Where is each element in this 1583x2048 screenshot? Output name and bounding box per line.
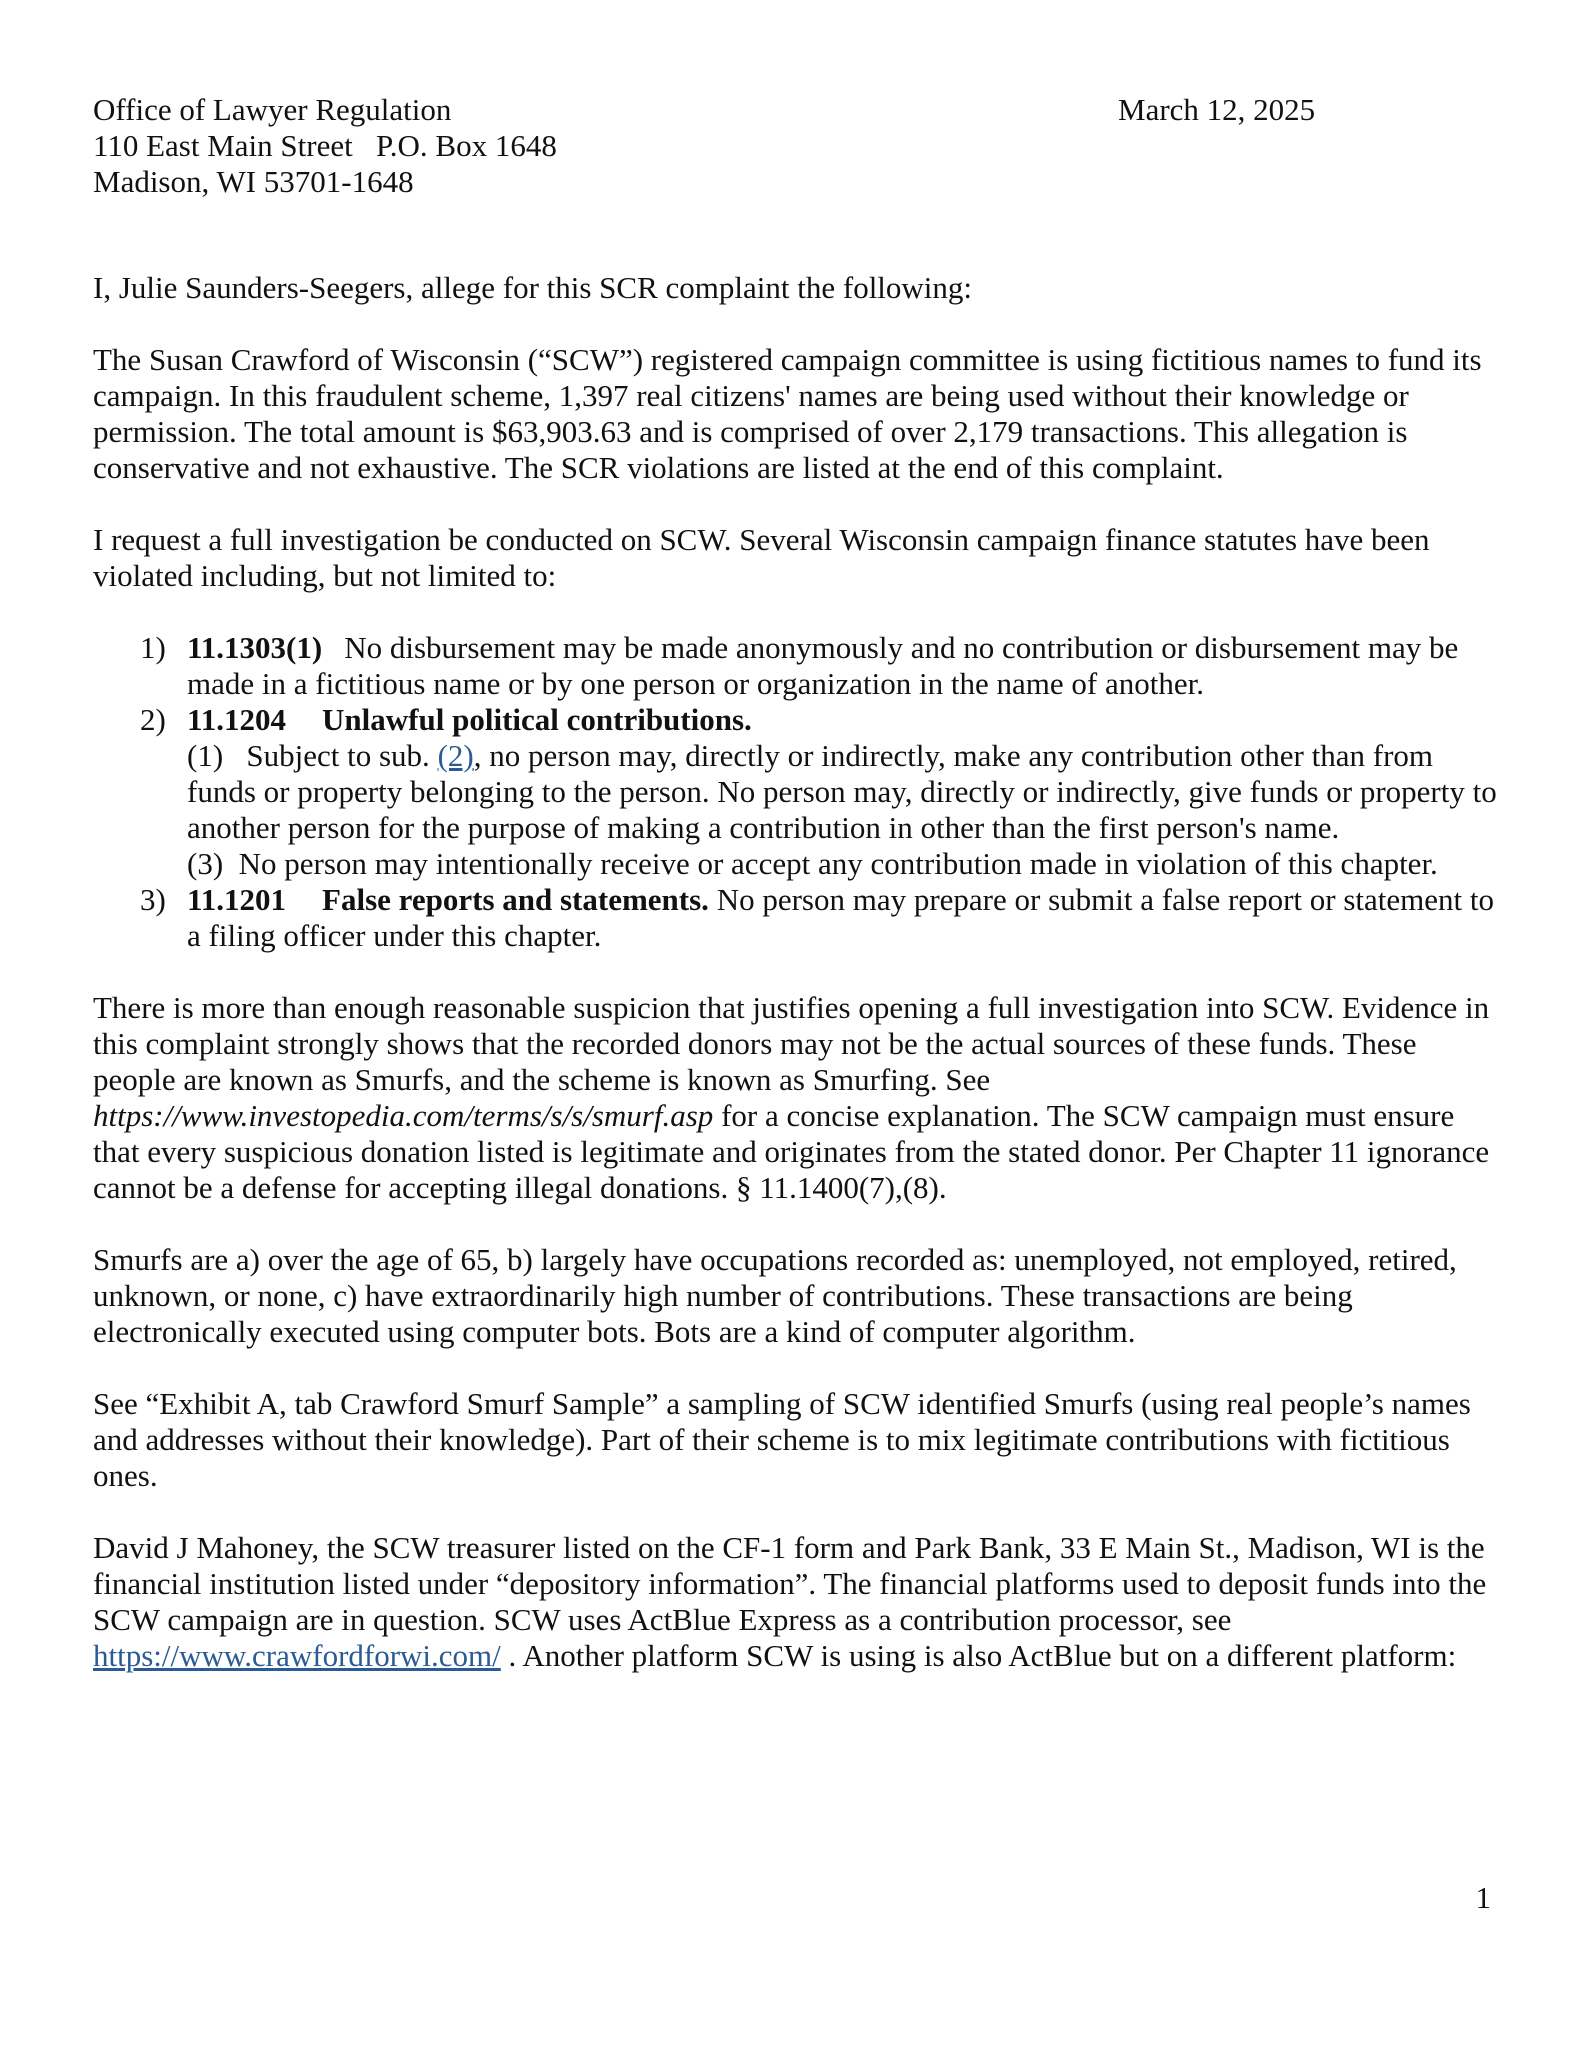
- suspicion-paragraph: [93, 990, 1503, 1206]
- statute-section: 11.1201: [187, 882, 287, 917]
- treasurer-text-continued: . Another platform SCW is using is also ActBlue but on a different platform:: [500, 1638, 1457, 1673]
- statute-number: 1): [140, 630, 166, 665]
- address-line-city: Madison, WI 53701-1648: [93, 164, 414, 199]
- subsection-text: , no person may, directly or indirectly, make any contribution other than from funds or property belonging to the person. No person may, directly or indirectly, give funds or property to another person for the purpose of making a contribution in other than the first person's name.: [187, 738, 1497, 845]
- request-paragraph: I request a full investigation be conducted on SCW. Several Wisconsin campaign finance statutes have been violated including, but not limited to:: [93, 522, 1430, 593]
- statute-subsection-3: (3) No person may intentionally receive or accept any contribution made in violation of this chapter.: [187, 846, 1438, 881]
- statute-item-3: [93, 882, 1503, 954]
- statute-text: No person may prepare or submit a false report or statement to a filing officer under this chapter.: [187, 882, 1495, 953]
- statute-number: 3): [140, 882, 166, 917]
- statute-title: False reports and statements.: [322, 882, 709, 917]
- crawford-website-link[interactable]: https://www.crawfordforwi.com/: [93, 1638, 501, 1673]
- suspicion-text-continued: for a concise explanation. The SCW campaign must ensure that every suspicious donation listed is legitimate and originates from the stated donor. Per Chapter 11 ignorance cannot be a defense for accepting illegal donations. § 11.1400(7),(8).: [93, 1098, 1490, 1205]
- page-number: 1: [1475, 1880, 1491, 1915]
- address-line-street: 110 East Main Street P.O. Box 1648: [93, 128, 557, 163]
- statute-item-2: [93, 702, 1503, 882]
- statute-text: No disbursement may be made anonymously and no contribution or disbursement may be made in a fictitious name or by one person or organization in the name of another.: [187, 630, 1459, 701]
- address-line-office: Office of Lawyer Regulation: [93, 92, 452, 127]
- suspicion-text: There is more than enough reasonable suspicion that justifies opening a full investigation into SCW. Evidence in this complaint strongly shows that the recorded donors may not be the actual sources of these funds. These people are known as Smurfs, and the scheme is known as Smurfing. See: [93, 990, 1490, 1097]
- statute-list: [93, 630, 1503, 954]
- statute-section: 11.1204: [187, 702, 287, 737]
- allegation-paragraph: The Susan Crawford of Wisconsin (“SCW”) registered campaign committee is using fictitious names to fund its campaign. In this fraudulent scheme, 1,397 real citizens' names are being used without their knowledge or permission. The total amount is $63,903.63 and is comprised of over 2,179 transactions. This allegation is conservative and not exhaustive. The SCR violations are listed at the end of this complaint.: [93, 342, 1482, 485]
- statute-item-1: [93, 630, 1503, 702]
- statute-section: 11.1303(1): [187, 630, 323, 665]
- treasurer-paragraph: [93, 1530, 1503, 1674]
- statute-subsection-1: [187, 738, 1503, 846]
- subsection-2-link[interactable]: (2): [437, 738, 474, 773]
- subsection-prefix: (1) Subject to sub.: [187, 738, 438, 773]
- statute-number: 2): [140, 702, 166, 737]
- exhibit-paragraph: See “Exhibit A, tab Crawford Smurf Sample” a sampling of SCW identified Smurfs (using real people’s names and addresses without their knowledge). Part of their scheme is to mix legitimate contributions with fictitious ones.: [93, 1386, 1471, 1493]
- intro-paragraph: I, Julie Saunders-Seegers, allege for this SCR complaint the following:: [93, 270, 973, 305]
- statute-title: Unlawful political contributions.: [322, 702, 752, 737]
- complaint-body: [93, 270, 1503, 1710]
- smurf-definition-paragraph: Smurfs are a) over the age of 65, b) largely have occupations recorded as: unemployed, not employed, retired, unknown, or none, c) have extraordinarily high number of contributions. These transactions are being electronically executed using computer bots. Bots are a kind of computer algorithm.: [93, 1242, 1457, 1349]
- investopedia-url: https://www.investopedia.com/terms/s/s/smurf.asp: [93, 1098, 714, 1133]
- treasurer-text: David J Mahoney, the SCW treasurer listed on the CF-1 form and Park Bank, 33 E Main St., Madison, WI is the financial institution listed under “depository information”. The financial platforms used to deposit funds into the SCW campaign are in question. SCW uses ActBlue Express as a contribution processor, see: [93, 1530, 1487, 1637]
- letter-date: March 12, 2025: [1118, 92, 1316, 127]
